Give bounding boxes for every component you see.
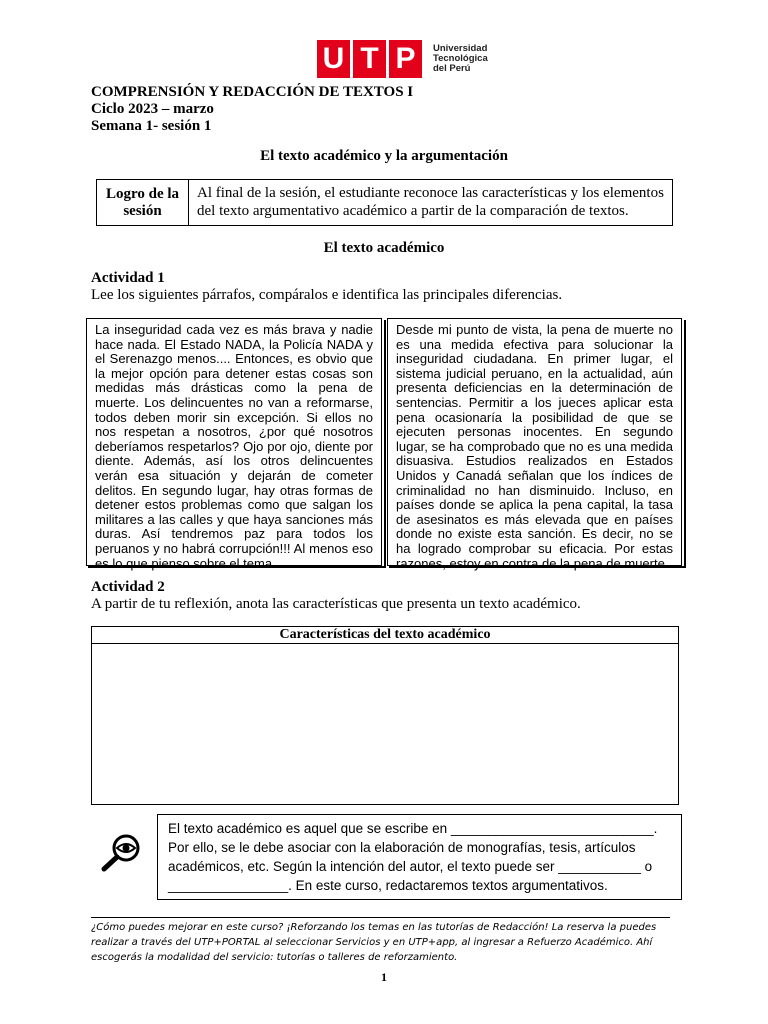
logo-letter-p: P bbox=[389, 40, 422, 78]
characteristics-table bbox=[91, 626, 679, 805]
activity2-instruction: A partir de tu reflexión, anota las características que presenta un texto académico. bbox=[91, 596, 581, 612]
activity2-title: Actividad 2 bbox=[91, 579, 165, 595]
characteristics-answer-area[interactable] bbox=[92, 644, 678, 804]
box-shadow bbox=[384, 320, 386, 568]
activity1-title: Actividad 1 bbox=[91, 270, 165, 286]
box-shadow bbox=[684, 320, 686, 568]
footnote-line-2: realizar a través del UTP+PORTAL al seleccionar Servicios y en UTP+app, al ingresar a Refuerzo Académico. Ahí bbox=[91, 937, 653, 948]
footnote-line-1: ¿Cómo puedes mejorar en este curso? ¡Reforzando los temas en las tutorías de Redacción! La reserva la puedes bbox=[91, 922, 657, 933]
fill-line-1: El texto académico es aquel que se escribe en ___________________________. bbox=[168, 821, 658, 836]
activity1-instruction: Lee los siguientes párrafos, compáralos e identifica las principales diferencias. bbox=[91, 287, 563, 303]
footnote-rule bbox=[91, 917, 670, 918]
fill-line-3: académicos, etc. Según la intención del autor, el texto puede ser ___________ o bbox=[168, 859, 653, 874]
fill-line-4: ________________. En este curso, redactaremos textos argumentativos. bbox=[168, 878, 608, 893]
paragraph-right: Desde mi punto de vista, la pena de muerte no es una medida efectiva para solucionar la inseguridad ciudadana. En primer lugar, el sistema judicial peruano, en la actualidad, aún presenta deficiencias en la determinación de sentencias. Permitir a los jueces aplicar esta pena ocasionaría la posibilidad de que se ejecuten personas inocentes. En segundo lugar, se ha comprobado que no es una medida disuasiva. Estudios realizados en Estados Unidos y Canadá señalan que los índices de criminalidad no han disminuido. Incluso, en países donde se aplica la pena capital, la tasa de asesinatos es más elevada que en países donde no existe esta sanción. Es decir, no se ha logrado comprobar su eficacia. Por estas razones, estoy en contra de la pena de muerte. bbox=[387, 318, 682, 566]
definition-fill-box bbox=[157, 814, 682, 900]
cycle-line: Ciclo 2023 – marzo bbox=[91, 101, 214, 117]
fill-line-2: Por ello, se le debe asociar con la elaboración de monografías, tesis, artículos bbox=[168, 840, 636, 855]
paragraph-left: La inseguridad cada vez es más brava y nadie hace nada. El Estado NADA, la Policía NADA y el Serenazgo menos.... Entonces, es obvio que la mejor opción para detener estas cosas son medidas más drásticas como la pena de muerte. Los delincuentes no van a reformarse, todos deben morir sin excepción. Si ellos no nos respetan a nosotros, ¿por qué nosotros deberíamos respetarlos? Ojo por ojo, diente por diente. Además, así los otros delincuentes verán esa situación y dejarán de cometer delitos. En segundo lugar, hay otras formas de detener estos problemas como que salgan los militares a las calles y que haya sanciones más duras. Así tendremos paz para todos los peruanos y no habrá corrupción!!! Al menos eso es lo que pienso sobre el tema... bbox=[86, 318, 382, 566]
page-number: 1 bbox=[381, 970, 387, 984]
footnote bbox=[91, 920, 681, 965]
section-title: El texto académico bbox=[323, 240, 445, 256]
course-title: COMPRENSIÓN Y REDACCIÓN DE TEXTOS I bbox=[91, 84, 414, 100]
characteristics-table-header: Características del texto académico bbox=[92, 627, 678, 644]
utp-logo bbox=[317, 40, 488, 78]
footnote-line-3: escogerás la modalidad del servicio: tutorías o talleres de reforzamiento. bbox=[91, 952, 458, 963]
week-line: Semana 1- sesión 1 bbox=[91, 118, 212, 134]
logo-text bbox=[433, 44, 488, 74]
logo-letter-t: T bbox=[353, 40, 386, 78]
logro-table bbox=[96, 179, 673, 226]
logo-line-2: Tecnológica bbox=[433, 53, 488, 64]
logo-line-3: del Perú bbox=[433, 63, 471, 74]
logro-body: Al final de la sesión, el estudiante reconoce las características y los elementos del texto argumentativo académico a partir de la comparación de textos. bbox=[197, 185, 664, 219]
logo-line-1: Universidad bbox=[433, 43, 488, 54]
main-title: El texto académico y la argumentación bbox=[260, 148, 508, 164]
logro-head: Logro de la sesión bbox=[97, 180, 189, 225]
document-header bbox=[91, 84, 413, 135]
magnifier-eye-icon bbox=[100, 832, 144, 872]
logo-letter-u: U bbox=[317, 40, 350, 78]
